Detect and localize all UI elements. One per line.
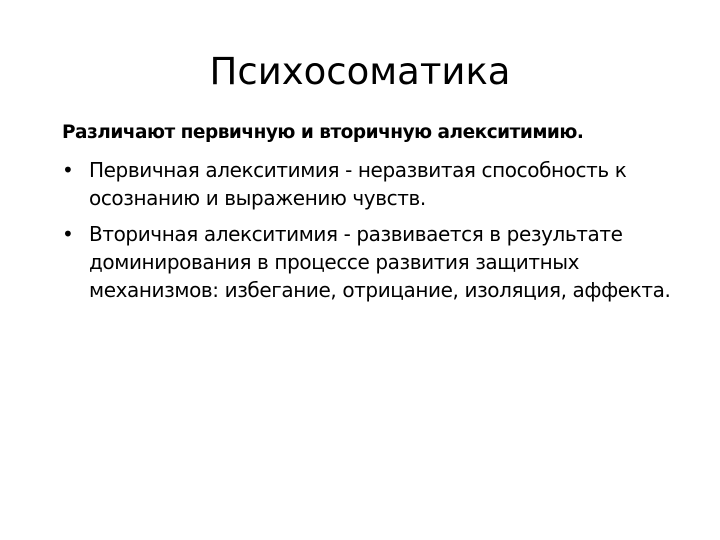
bullet-text-secondary: Вторичная алекситимия - развивается в результате доминирования в процессе развития защитных механизмов: избегание, отрицание, изоляция, аффекта. bbox=[89, 222, 671, 302]
intro-text: Различают первичную и вторичную алекситимию. bbox=[62, 122, 584, 143]
bullet-text-primary: Первичная алекситимия - неразвитая способность к осознанию и выражению чувств. bbox=[89, 158, 627, 210]
bullet-item-primary bbox=[62, 156, 692, 212]
slide-body bbox=[62, 118, 692, 312]
bullet-list bbox=[62, 156, 692, 304]
bullet-icon: • bbox=[62, 158, 74, 182]
bullet-item-secondary bbox=[62, 220, 692, 304]
bullet-icon: • bbox=[62, 222, 74, 246]
slide-title: Психосоматика bbox=[209, 50, 511, 93]
